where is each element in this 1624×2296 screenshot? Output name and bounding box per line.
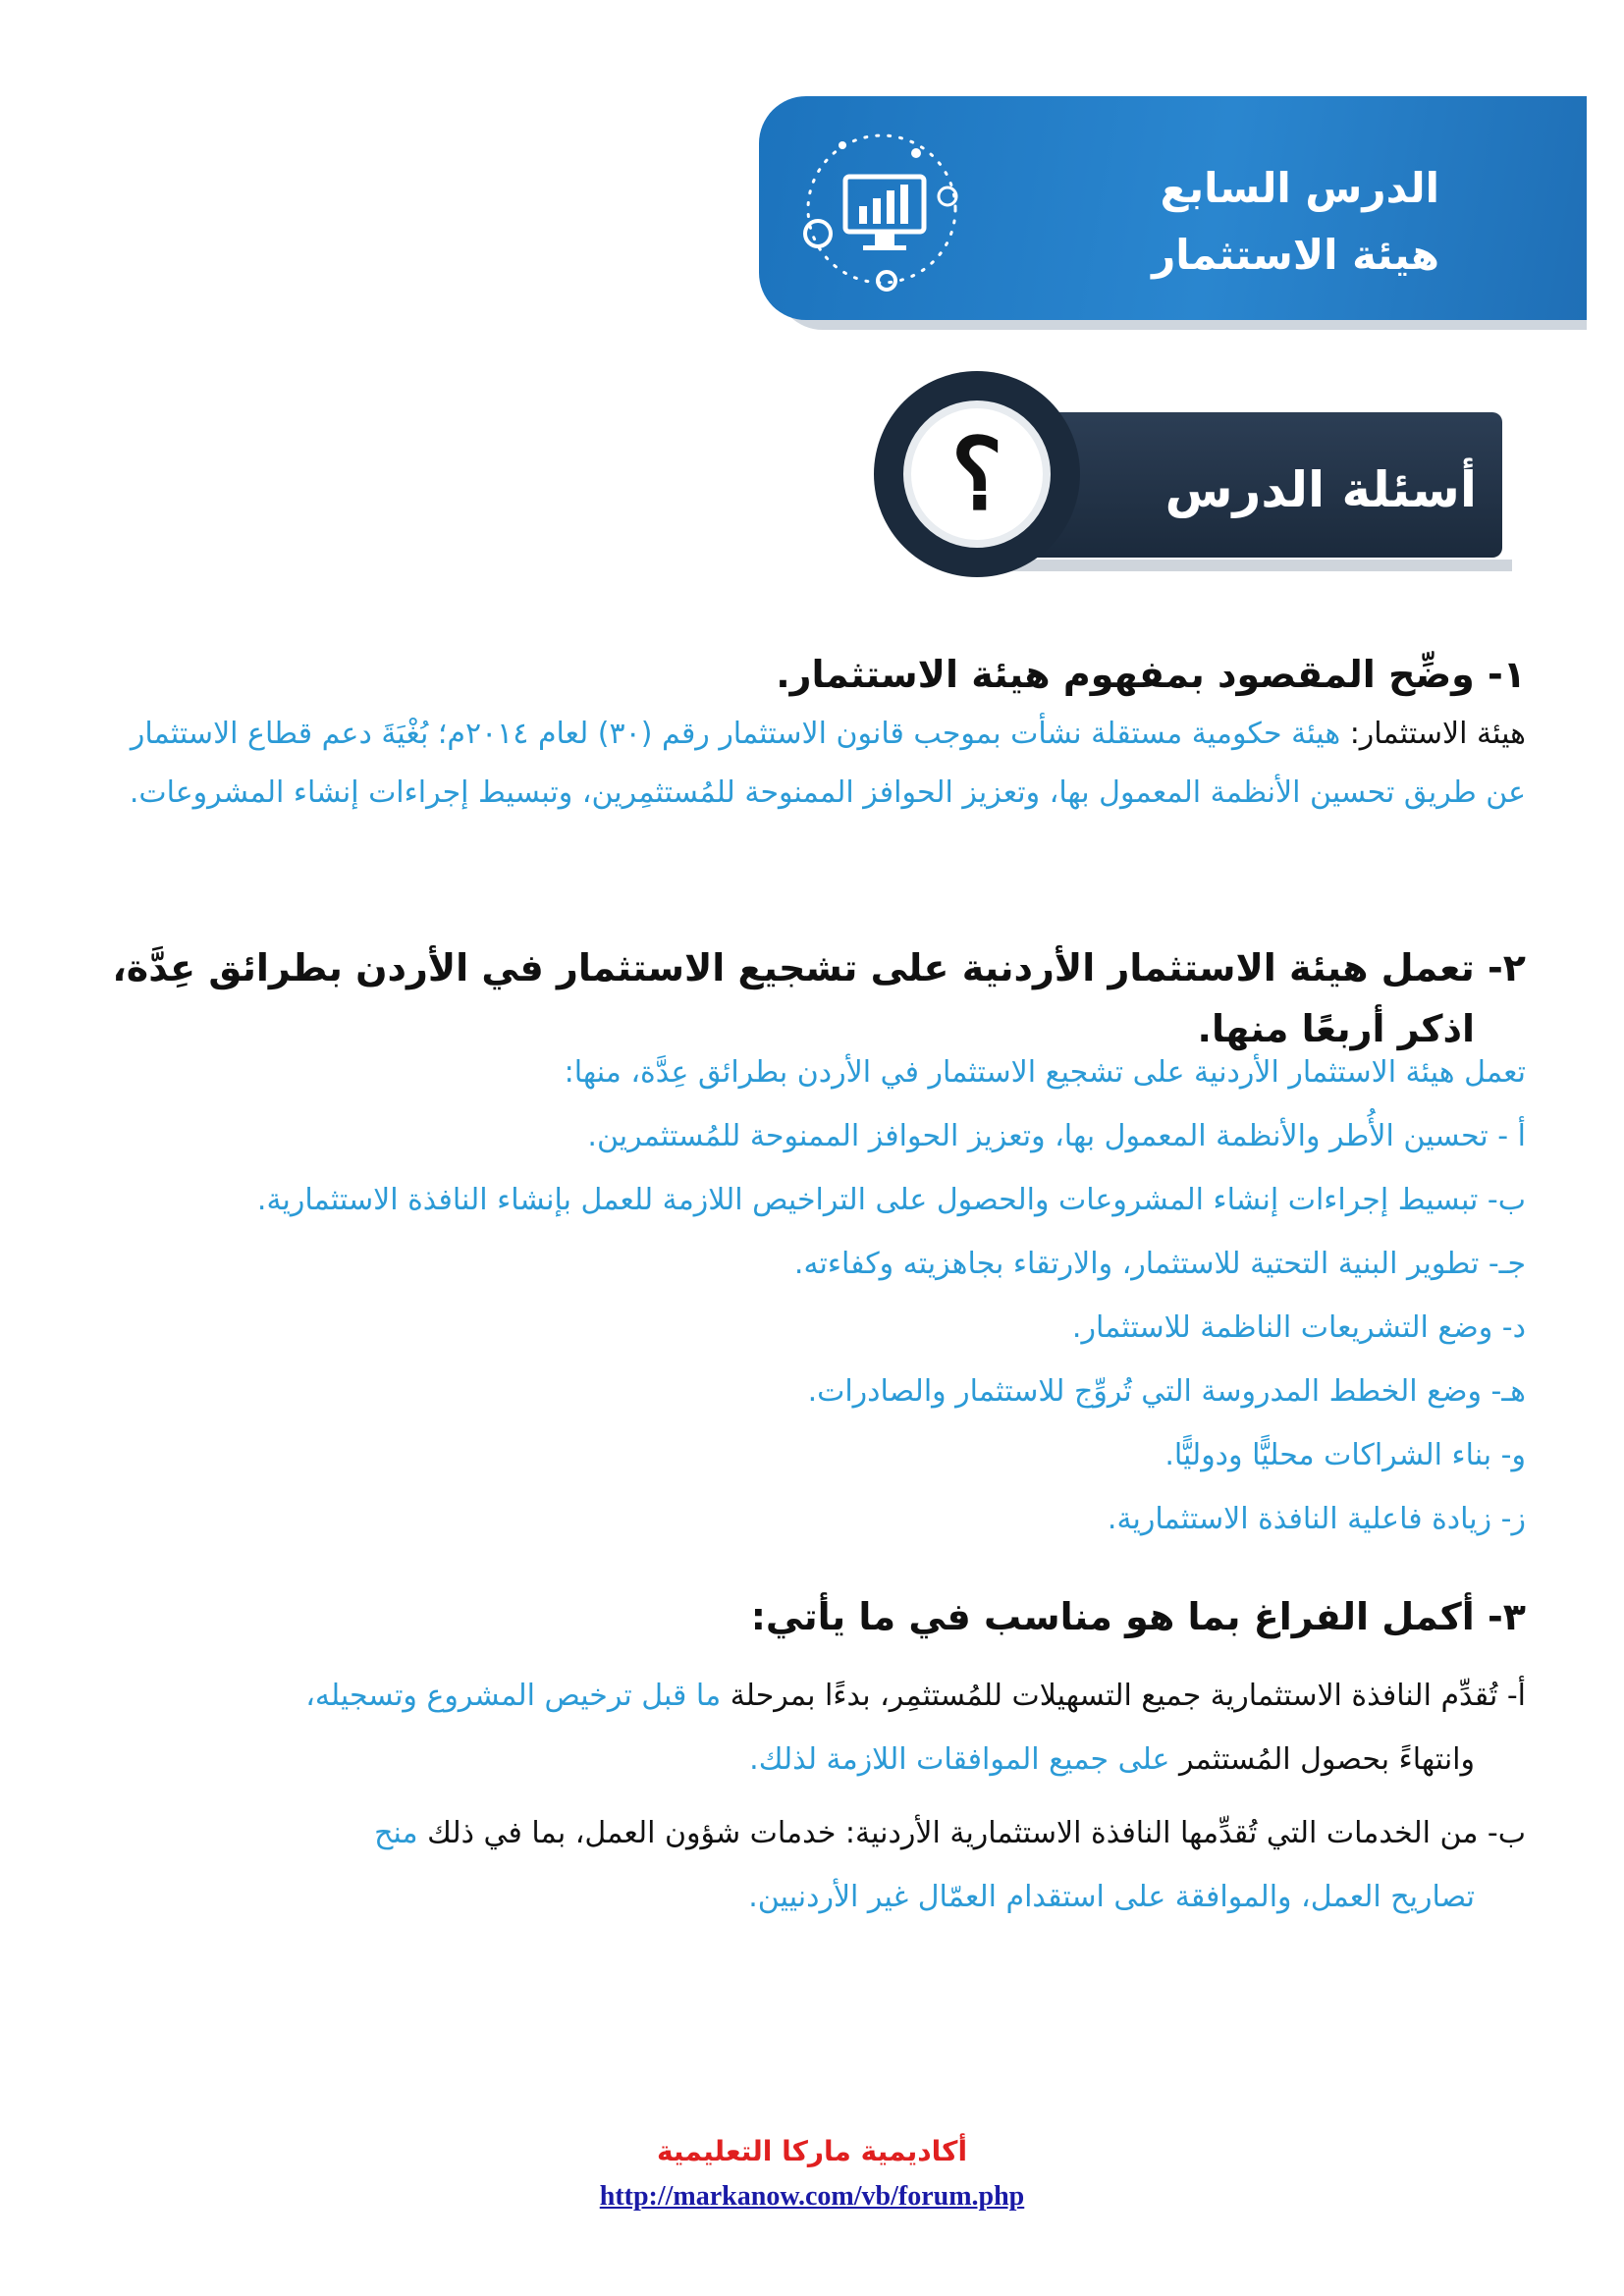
fill-a-line2: وانتهاءً بحصول المُستثمر على جميع الموافقات اللازمة لذلك.: [749, 1742, 1475, 1777]
answer-2-list: [92, 1041, 1526, 1551]
badge-underline: [982, 560, 1512, 571]
list-item: و- بناء الشراكات محليًّا ودوليًّا.: [1164, 1438, 1526, 1472]
answer-3: [92, 1664, 1526, 1929]
academy-name: أكاديمية ماركا التعليمية: [656, 2135, 968, 2167]
banner-text: [1152, 155, 1439, 289]
footer-link-wrap: [0, 2181, 1624, 2213]
question-2-line1: ٢- تعمل هيئة الاستثمار الأردنية على تشجيع الاستثمار في الأردن بطرائق عِدَّة،: [112, 946, 1526, 989]
list-item: أ - تحسين الأُطر والأنظمة المعمول بها، وتعزيز الحوافز الممنوحة للمُستثمرين.: [587, 1119, 1526, 1153]
fill-a-answer1: ما قبل ترخيص المشروع وتسجيله،: [305, 1679, 722, 1713]
answer-1-body: هيئة حكومية مستقلة نشأت بموجب قانون الاستثمار رقم (٣٠) لعام ٢٠١٤م؛ بُغْيَةَ دعم قطاع الاستثمار عن طريق تحسين الأنظمة المعمول بها، وتعزيز الحوافز الممنوحة للمُستثمِرين، وتبسيط إجراءات إنشاء المشروعات.: [129, 717, 1526, 810]
fill-b-answer2: تصاريح العمل، والموافقة على استقدام العمّال غير الأردنيين.: [748, 1880, 1475, 1914]
fill-b-answer1: منح: [374, 1816, 418, 1850]
question-3: ٣- أكمل الفراغ بما هو مناسب في ما يأتي:: [750, 1595, 1526, 1638]
answer-1: [92, 705, 1526, 823]
forum-link[interactable]: http://markanow.com/vb/forum.php: [599, 2181, 1025, 2212]
section-badge-title: أسئلة الدرس: [1164, 461, 1477, 518]
lesson-title: هيئة الاستثمار: [1152, 231, 1439, 279]
list-item: هـ- وضع الخطط المدروسة التي تُروِّج للاستثمار والصادرات.: [807, 1374, 1526, 1409]
answer-1-term: هيئة الاستثمار:: [1349, 717, 1526, 751]
investment-screen-icon: [788, 116, 975, 302]
lesson-banner: [759, 96, 1587, 320]
list-item: جـ- تطوير البنية التحتية للاستثمار، والارتقاء بجاهزيته وكفاءته.: [793, 1247, 1526, 1281]
question-2-line2: اذكر أربعًا منها.: [1197, 1007, 1475, 1050]
lesson-label: الدرس السابع: [1160, 164, 1439, 212]
answer-2-intro: تعمل هيئة الاستثمار الأردنية على تشجيع الاستثمار في الأردن بطرائق عِدَّة، منها:: [564, 1055, 1526, 1090]
list-item: ز- زيادة فاعلية النافذة الاستثمارية.: [1107, 1502, 1526, 1536]
list-item: د- وضع التشريعات الناظمة للاستثمار.: [1071, 1310, 1526, 1345]
fill-a-line1: أ- تُقدِّم النافذة الاستثمارية جميع التسهيلات للمُستثمِر، بدءًا بمرحلة ما قبل ترخيص المشروع وتسجيله،: [305, 1679, 1526, 1713]
question-1: ١- وضِّح المقصود بمفهوم هيئة الاستثمار.: [776, 653, 1526, 696]
fill-b-line1: ب- من الخدمات التي تُقدِّمها النافذة الاستثمارية الأردنية: خدمات شؤون العمل، بما في ذلك منح: [374, 1816, 1526, 1850]
fill-a-answer2: على جميع الموافقات اللازمة لذلك.: [749, 1742, 1170, 1777]
fill-b-line2: [92, 1865, 1526, 1929]
question-mark-icon: ؟: [903, 400, 1051, 548]
list-item: ب- تبسيط إجراءات إنشاء المشروعات والحصول على التراخيص اللازمة للعمل بإنشاء النافذة الاستثمارية.: [256, 1183, 1526, 1217]
